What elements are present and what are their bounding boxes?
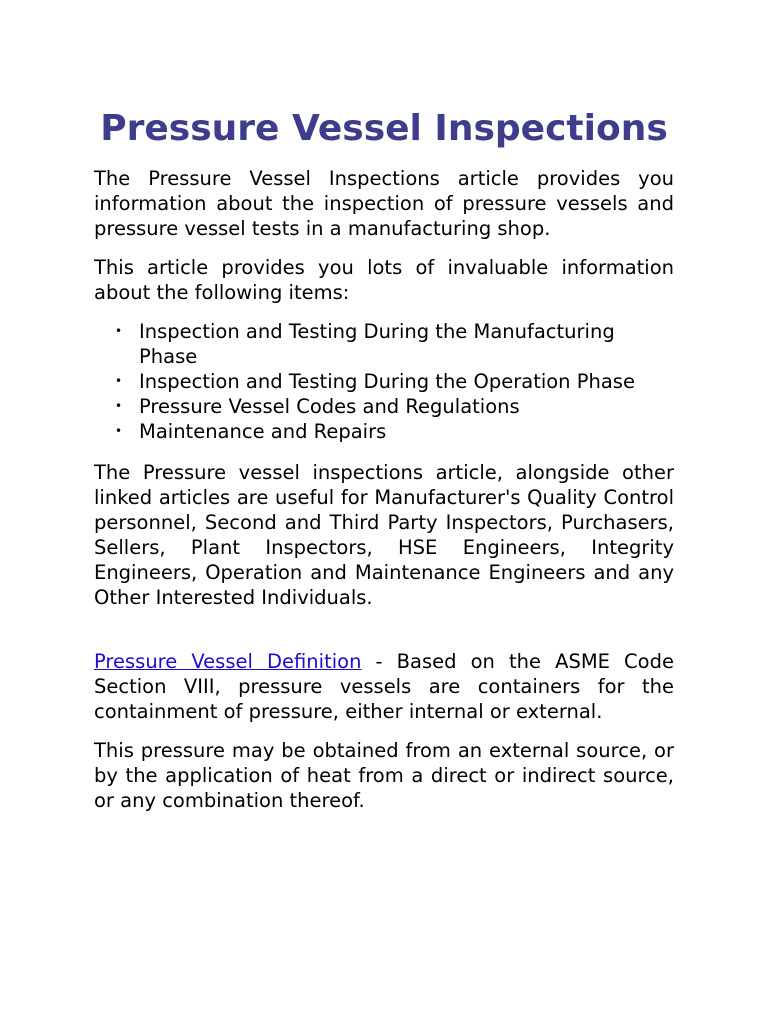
blank-line — [94, 624, 674, 649]
article — [94, 106, 674, 827]
page-title: Pressure Vessel Inspections — [100, 108, 668, 149]
bullet-icon: • — [115, 324, 123, 338]
definition-paragraph — [94, 649, 674, 724]
bullet-icon: • — [115, 424, 123, 438]
list-item-label: Maintenance and Repairs — [139, 420, 387, 443]
list-item — [115, 369, 674, 394]
pressure-vessel-definition-link[interactable]: Pressure Vessel Definition — [94, 650, 362, 673]
intro-paragraph: The Pressure Vessel Inspections article provides you information about the inspection of pressure vessels and pressure vessel tests in a manufacturing shop. — [94, 167, 674, 240]
topics-list — [94, 319, 674, 444]
definition-text: - Based on the ASME Code Section VIII, pressure vessels are containers for the containment of pressure, either internal or external. — [94, 650, 674, 723]
audience-paragraph: The Pressure vessel inspections article, alongside other linked articles are useful for Manufacturer's Quality Control personnel, Second and Third Party Inspectors, Purchasers, Sellers, Plant Inspectors, HSE Engineers, Integrity Engineers, Operation and Maintenance Engineers and any Other Interested Individuals. — [94, 461, 674, 609]
list-lead-paragraph: This article provides you lots of invaluable information about the following items: — [94, 256, 674, 304]
bullet-icon: • — [115, 374, 123, 388]
list-item-label: Inspection and Testing During the Operation Phase — [139, 370, 635, 393]
list-item-label: Inspection and Testing During the Manufacturing Phase — [139, 320, 615, 368]
list-item — [115, 319, 674, 369]
list-item — [115, 419, 674, 444]
list-item-label: Pressure Vessel Codes and Regulations — [139, 395, 520, 418]
list-item — [115, 394, 674, 419]
bullet-icon: • — [115, 399, 123, 413]
pressure-source-paragraph: This pressure may be obtained from an external source, or by the application of heat from a direct or indirect source, or any combination thereof. — [94, 739, 674, 812]
